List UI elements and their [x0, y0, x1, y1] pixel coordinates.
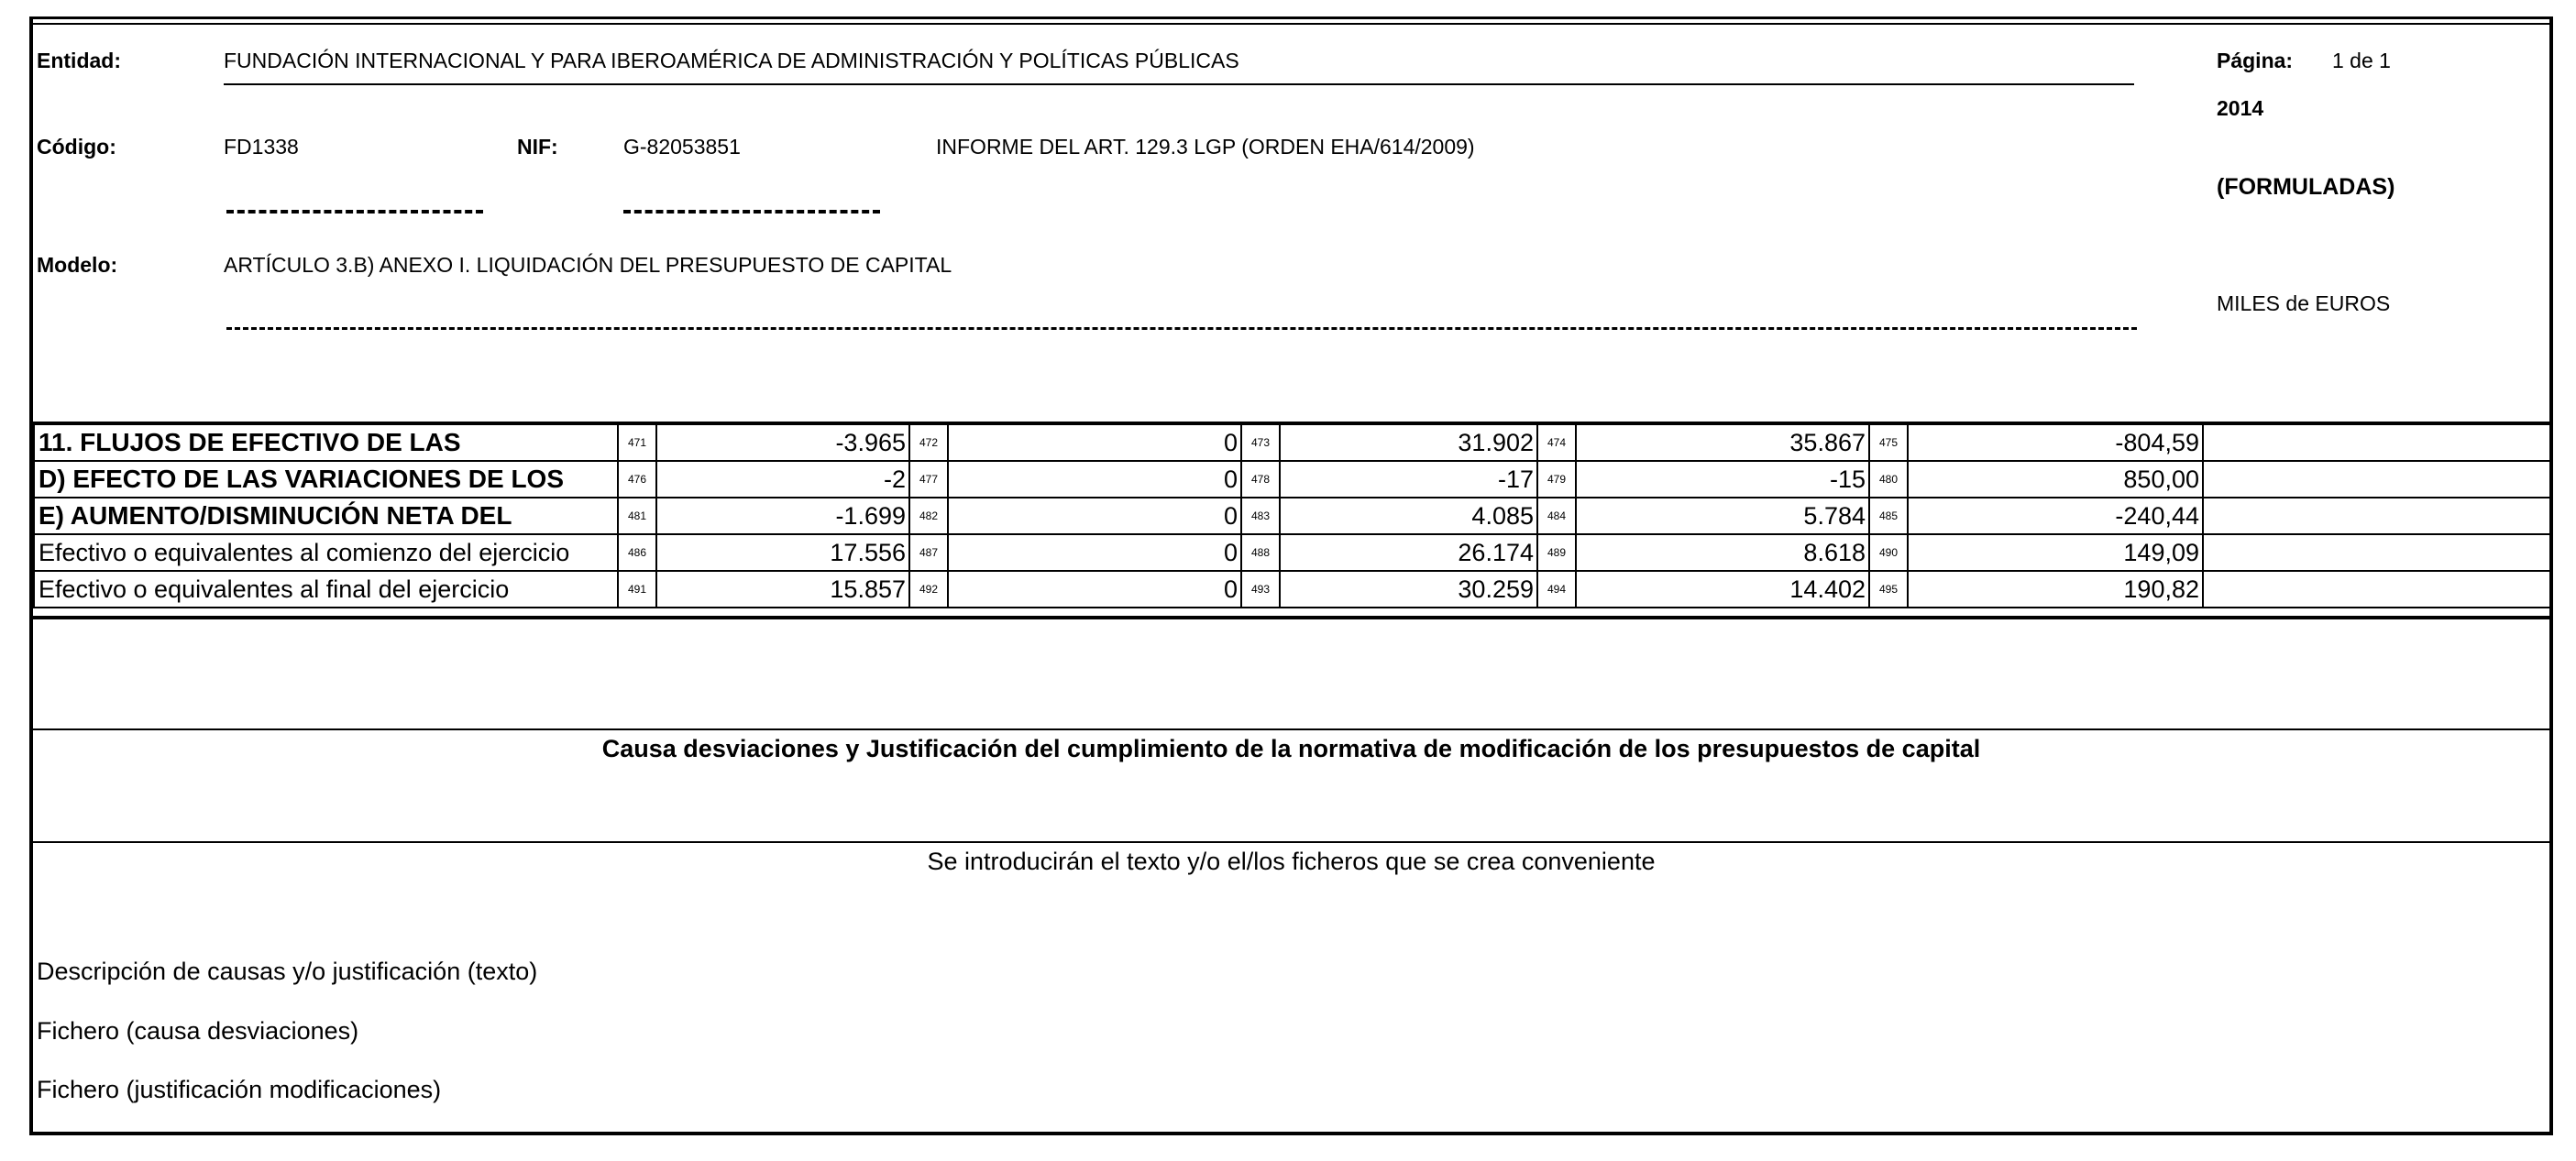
descripcion-field-label[interactable]: Descripción de causas y/o justificación (texto)	[37, 958, 538, 985]
fichero-justificacion-field-label[interactable]: Fichero (justificación modificaciones)	[37, 1076, 442, 1103]
codigo-dashes	[226, 210, 483, 214]
cell-code: 494	[1537, 571, 1576, 608]
cell-value[interactable]: 190,82	[1908, 571, 2203, 608]
cell-code: 484	[1537, 498, 1576, 534]
cell-value[interactable]: 149,09	[1908, 534, 2203, 571]
cell-value[interactable]: 0	[948, 571, 1241, 608]
cell-code: 493	[1241, 571, 1280, 608]
cell-code: 491	[618, 571, 656, 608]
cell-code: 490	[1869, 534, 1908, 571]
cell-code: 495	[1869, 571, 1908, 608]
cell-code: 489	[1537, 534, 1576, 571]
units-label: MILES de EUROS	[2217, 291, 2391, 315]
cell-value[interactable]: 30.259	[1280, 571, 1537, 608]
section-divider-top	[33, 728, 2549, 730]
informe-title: INFORME DEL ART. 129.3 LGP (ORDEN EHA/614/2009)	[936, 135, 1475, 159]
cell-value[interactable]: 0	[948, 534, 1241, 571]
cell-code: 487	[909, 534, 948, 571]
cell-code: 473	[1241, 424, 1280, 461]
table-row	[34, 571, 2550, 608]
cell-code: 482	[909, 498, 948, 534]
table-row	[34, 498, 2550, 534]
cell-value[interactable]: 0	[948, 424, 1241, 461]
cell-code: 485	[1869, 498, 1908, 534]
modelo-dashes	[226, 327, 2137, 330]
cell-code: 486	[618, 534, 656, 571]
row-label: D) EFECTO DE LAS VARIACIONES DE LOS	[34, 461, 618, 498]
formuladas-status: (FORMULADAS)	[2217, 174, 2395, 200]
fichero-causa-field-label[interactable]: Fichero (causa desviaciones)	[37, 1017, 359, 1045]
cell-code: 492	[909, 571, 948, 608]
table-row	[34, 534, 2550, 571]
row-tail-cell	[2203, 461, 2550, 498]
cell-code: 481	[618, 498, 656, 534]
row-label: E) AUMENTO/DISMINUCIÓN NETA DEL	[34, 498, 618, 534]
cell-value[interactable]: 31.902	[1280, 424, 1537, 461]
cell-value[interactable]: 0	[948, 461, 1241, 498]
row-label: Efectivo o equivalentes al comienzo del ejercicio	[34, 534, 618, 571]
cell-value[interactable]: 26.174	[1280, 534, 1537, 571]
cell-code: 474	[1537, 424, 1576, 461]
cell-code: 480	[1869, 461, 1908, 498]
nif-dashes	[623, 210, 880, 214]
cash-flow-table	[33, 423, 2550, 608]
row-tail-cell	[2203, 571, 2550, 608]
cell-value[interactable]: -240,44	[1908, 498, 2203, 534]
entidad-label: Entidad:	[37, 49, 121, 72]
codigo-value: FD1338	[224, 135, 299, 159]
cell-code: 471	[618, 424, 656, 461]
justification-hint: Se introducirán el texto y/o el/los ficheros que se crea conveniente	[927, 848, 1656, 875]
cell-code: 483	[1241, 498, 1280, 534]
cell-code: 477	[909, 461, 948, 498]
nif-label: NIF:	[517, 135, 558, 159]
cell-value[interactable]: 17.556	[656, 534, 909, 571]
cell-value[interactable]: 5.784	[1576, 498, 1869, 534]
table-row	[34, 424, 2550, 461]
cell-value[interactable]: 0	[948, 498, 1241, 534]
cell-value[interactable]: -15	[1576, 461, 1869, 498]
cell-value[interactable]: 35.867	[1576, 424, 1869, 461]
row-tail-cell	[2203, 534, 2550, 571]
cell-value[interactable]: -1.699	[656, 498, 909, 534]
justification-title: Causa desviaciones y Justificación del cumplimiento de la normativa de modificación de los presupuestos de capital	[601, 735, 1981, 762]
row-label: Efectivo o equivalentes al final del ejercicio	[34, 571, 618, 608]
cell-value[interactable]: 15.857	[656, 571, 909, 608]
table-bottom-rule	[33, 616, 2549, 619]
cell-value[interactable]: -2	[656, 461, 909, 498]
cell-value[interactable]: 4.085	[1280, 498, 1537, 534]
cell-code: 488	[1241, 534, 1280, 571]
modelo-value: ARTÍCULO 3.B) ANEXO I. LIQUIDACIÓN DEL PRESUPUESTO DE CAPITAL	[224, 253, 952, 277]
report-year: 2014	[2217, 96, 2264, 120]
cell-value[interactable]: -3.965	[656, 424, 909, 461]
table-row	[34, 461, 2550, 498]
section-divider-bottom	[33, 841, 2549, 843]
cell-value[interactable]: 8.618	[1576, 534, 1869, 571]
cell-value[interactable]: 850,00	[1908, 461, 2203, 498]
cell-code: 478	[1241, 461, 1280, 498]
cell-value[interactable]: -17	[1280, 461, 1537, 498]
row-label: 11. FLUJOS DE EFECTIVO DE LAS	[34, 424, 618, 461]
cell-code: 479	[1537, 461, 1576, 498]
nif-value: G-82053851	[623, 135, 741, 159]
cell-value[interactable]: -804,59	[1908, 424, 2203, 461]
cell-value[interactable]: 14.402	[1576, 571, 1869, 608]
pagina-label: Página:	[2217, 49, 2294, 72]
modelo-label: Modelo:	[37, 253, 118, 277]
row-tail-cell	[2203, 498, 2550, 534]
cell-code: 475	[1869, 424, 1908, 461]
entidad-value: FUNDACIÓN INTERNACIONAL Y PARA IBEROAMÉRICA DE ADMINISTRACIÓN Y POLÍTICAS PÚBLICAS	[224, 49, 1239, 72]
entidad-underline	[224, 83, 2134, 85]
pagina-value: 1 de 1	[2332, 49, 2391, 72]
cell-code: 476	[618, 461, 656, 498]
codigo-label: Código:	[37, 135, 116, 159]
row-tail-cell	[2203, 424, 2550, 461]
cell-code: 472	[909, 424, 948, 461]
